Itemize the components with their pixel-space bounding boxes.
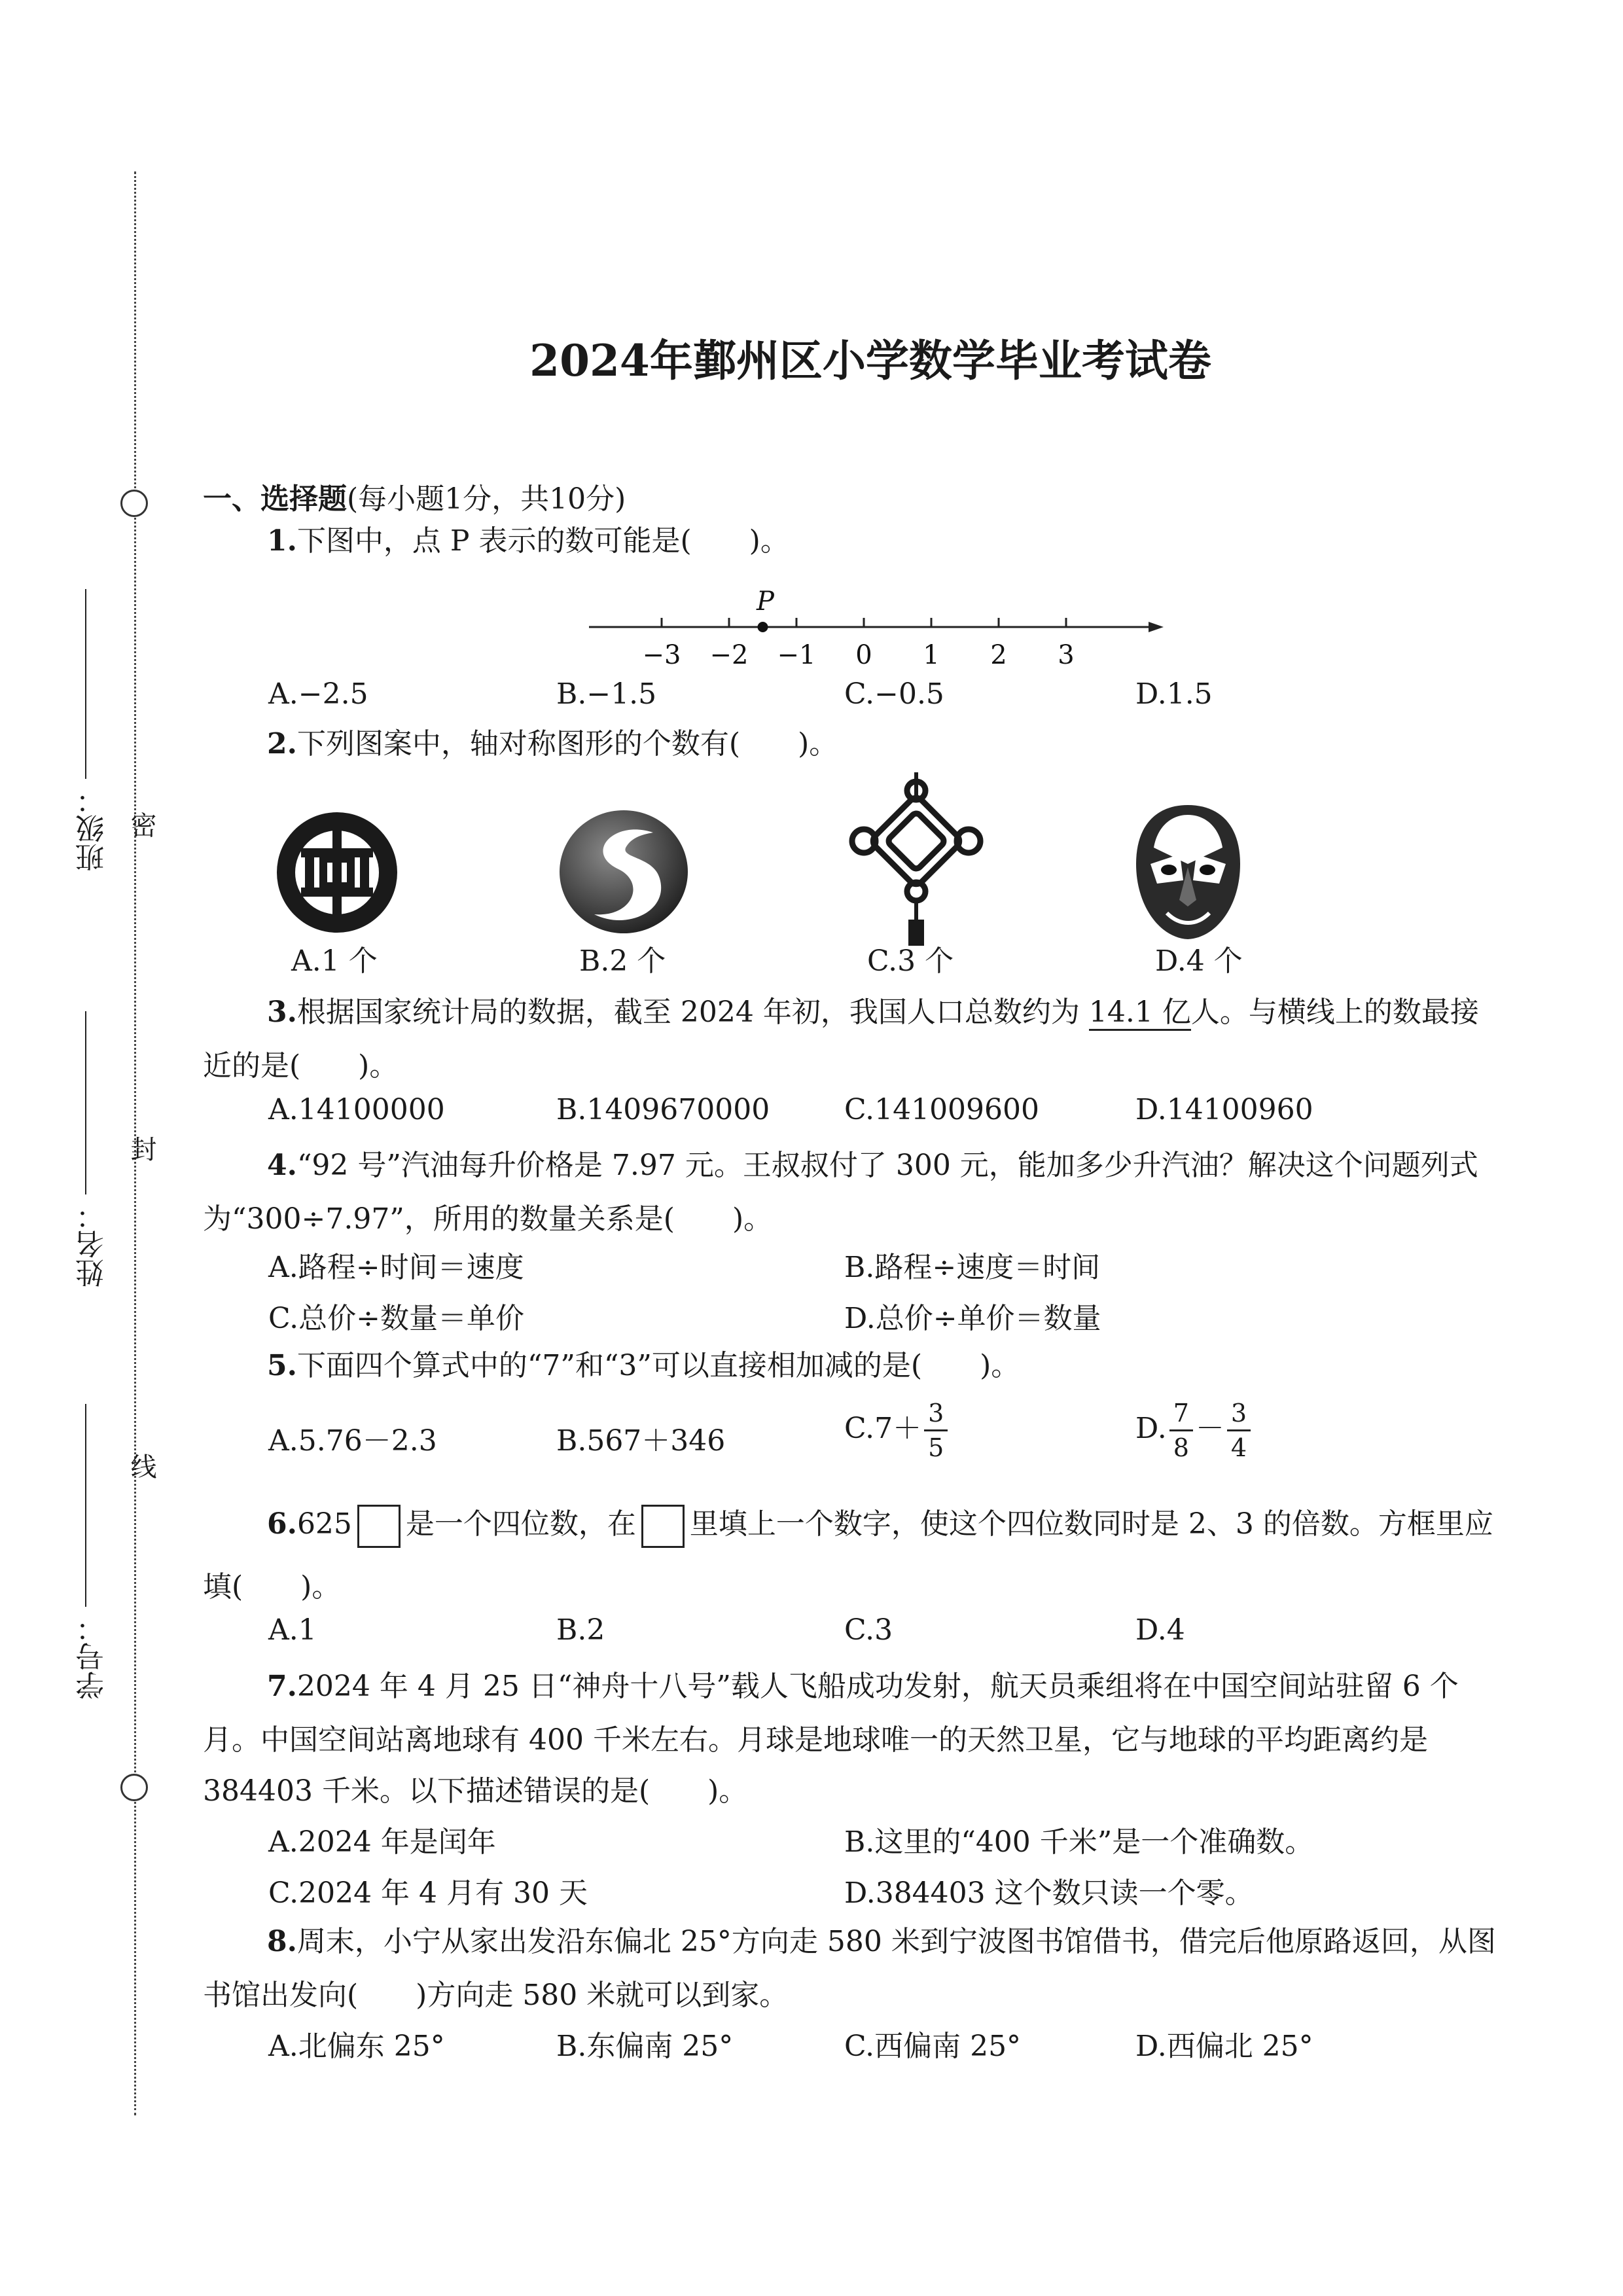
student-id-label: 学号： — [76, 1613, 109, 1700]
q2-text: 下列图案中，轴对称图形的个数有( )。 — [296, 727, 838, 761]
q1-number: 1. — [267, 524, 297, 558]
class-label: 班级： — [76, 785, 109, 872]
q5-d-operator: － — [1195, 1412, 1224, 1445]
number-line-tick-label: 1 — [923, 640, 940, 666]
number-line — [589, 568, 1165, 666]
q8-option-d[interactable]: D.西偏北 25° — [1135, 2030, 1313, 2063]
class-line[interactable] — [85, 589, 86, 779]
q2-number: 2. — [267, 727, 297, 761]
q5-d-fraction-2 — [1227, 1401, 1251, 1460]
q1-text: 下图中，点 P 表示的数可能是( )。 — [296, 524, 789, 558]
name-line[interactable] — [85, 1011, 86, 1194]
section-heading-note: (每小题1分，共10分) — [347, 482, 626, 516]
number-line-tick-label: −1 — [777, 640, 816, 666]
seal-char-mi: 密 — [126, 812, 156, 838]
q7-option-d[interactable]: D.384403 这个数只读一个零。 — [844, 1876, 1254, 1910]
question-5 — [267, 1342, 1020, 1390]
q2-option-c[interactable]: C.3 个 — [867, 944, 954, 978]
q6-answer-box-2[interactable] — [641, 1505, 685, 1548]
q8-text: 周末，小宁从家出发沿东偏北 25°方向走 580 米到宁波图书馆借书，借完后他原路返回，从图 — [296, 1925, 1496, 1958]
seal-char-xian: 线 — [126, 1453, 156, 1479]
q6-option-d[interactable]: D.4 — [1135, 1613, 1185, 1647]
q8-line-2: 书馆出发向( )方向走 580 米就可以到家。 — [203, 1979, 789, 2012]
q4-option-d[interactable]: D.总价÷单价＝数量 — [844, 1302, 1101, 1335]
question-4 — [267, 1141, 1478, 1190]
q7-option-b[interactable]: B.这里的“400 千米”是一个准确数。 — [844, 1825, 1314, 1859]
q1-option-d[interactable]: D.1.5 — [1135, 677, 1213, 711]
question-3 — [267, 988, 1479, 1037]
q5-text: 下面四个算式中的“7”和“3”可以直接相加减的是( )。 — [296, 1349, 1020, 1382]
q1-option-c[interactable]: C.−0.5 — [844, 677, 944, 711]
q3-line-2: 近的是( )。 — [203, 1049, 399, 1083]
q4-line-2: 为“300÷7.97”，所用的数量关系是( )。 — [203, 1202, 773, 1236]
q6-answer-box-1[interactable] — [357, 1505, 401, 1548]
q3-text-after: 人。与横线上的数最接 — [1190, 996, 1479, 1029]
q5-option-c-prefix: C.7＋ — [844, 1412, 922, 1445]
q7-number: 7. — [267, 1670, 297, 1703]
binding-hole-bottom — [120, 1774, 148, 1801]
q5-option-c[interactable] — [844, 1401, 950, 1460]
q6-option-a[interactable]: A.1 — [268, 1613, 317, 1647]
q5-option-d[interactable] — [1135, 1401, 1253, 1460]
seal-char-feng: 封 — [126, 1136, 156, 1162]
q5-number: 5. — [267, 1349, 297, 1382]
q8-option-b[interactable]: B.东偏南 25° — [556, 2030, 734, 2063]
q5-d-numerator-1: 7 — [1169, 1401, 1193, 1431]
q2-option-d[interactable]: D.4 个 — [1155, 944, 1243, 978]
q4-option-b[interactable]: B.路程÷速度＝时间 — [844, 1251, 1101, 1284]
q3-number: 3. — [267, 996, 297, 1029]
q6-option-c[interactable]: C.3 — [844, 1613, 893, 1647]
section-heading-title: 一、选择题 — [203, 482, 347, 516]
q8-option-a[interactable]: A.北偏东 25° — [268, 2030, 445, 2063]
student-id-line[interactable] — [85, 1404, 86, 1607]
binding-hole-top — [120, 490, 148, 517]
number-line-tick-label: 2 — [990, 640, 1007, 666]
number-line-tick-label: 3 — [1058, 640, 1075, 666]
q4-number: 4. — [267, 1149, 297, 1182]
q5-d-denominator-2: 4 — [1230, 1433, 1247, 1462]
q8-number: 8. — [267, 1925, 297, 1958]
q6-part-2: 是一个四位数，在 — [405, 1507, 636, 1541]
q5-d-numerator-2: 3 — [1227, 1401, 1251, 1431]
pattern-c-chinese-knot-icon — [844, 772, 988, 952]
pattern-b-swirl-sphere-icon — [555, 806, 692, 937]
question-8 — [267, 1918, 1496, 1966]
page-title: 2024年鄞州区小学数学毕业考试卷 — [529, 335, 1211, 386]
pattern-a-coin-logo-icon — [275, 810, 399, 935]
q6-option-b[interactable]: B.2 — [556, 1613, 605, 1647]
name-label: 姓名： — [76, 1201, 109, 1287]
number-line-tick-label: −2 — [709, 640, 749, 666]
q5-option-b[interactable]: B.567＋346 — [556, 1424, 726, 1458]
number-line-tick-label: 0 — [855, 640, 872, 666]
q3-underlined-number: 14.1 亿 — [1089, 996, 1191, 1031]
q3-option-c[interactable]: C.141009600 — [844, 1093, 1040, 1126]
q1-option-b[interactable]: B.−1.5 — [556, 677, 657, 711]
q3-option-a[interactable]: A.14100000 — [268, 1093, 445, 1126]
q3-option-d[interactable]: D.14100960 — [1135, 1093, 1313, 1126]
q4-option-c[interactable]: C.总价÷数量＝单价 — [268, 1302, 524, 1335]
number-line-tick-label: −3 — [642, 640, 681, 666]
q3-text-before: 根据国家统计局的数据，截至 2024 年初，我国人口总数约为 — [296, 996, 1089, 1029]
question-6 — [267, 1495, 1493, 1554]
q5-option-a[interactable]: A.5.76－2.3 — [268, 1424, 437, 1458]
q7-line-3: 384403 千米。以下描述错误的是( )。 — [203, 1774, 748, 1808]
pattern-d-opera-mask-icon — [1131, 802, 1245, 942]
q5-d-denominator-1: 8 — [1173, 1433, 1189, 1462]
point-p-label: P — [757, 586, 774, 617]
q1-option-a[interactable]: A.−2.5 — [268, 677, 368, 711]
section-heading — [203, 475, 626, 517]
q5-option-d-prefix: D. — [1135, 1412, 1167, 1445]
q7-text: 2024 年 4 月 25 日“神舟十八号”载人飞船成功发射，航天员乘组将在中国空间站驻留 6 个 — [296, 1670, 1459, 1703]
question-7 — [267, 1662, 1459, 1711]
q3-option-b[interactable]: B.1409670000 — [556, 1093, 770, 1126]
q4-option-a[interactable]: A.路程÷时间＝速度 — [268, 1251, 524, 1284]
q5-option-c-fraction — [924, 1401, 948, 1460]
number-line-arrow — [1149, 622, 1164, 632]
q6-number: 6. — [267, 1507, 297, 1541]
q5-d-fraction-1 — [1169, 1401, 1193, 1460]
q5-c-numerator: 3 — [924, 1401, 948, 1431]
question-1 — [267, 517, 789, 565]
q6-line-2: 填( )。 — [203, 1570, 341, 1604]
question-2 — [267, 720, 838, 768]
q4-text: “92 号”汽油每升价格是 7.97 元。王叔叔付了 300 元，能加多少升汽油？解决这个问题列式 — [296, 1149, 1478, 1182]
q7-line-2: 月。中国空间站离地球有 400 千米左右。月球是地球唯一的天然卫星，它与地球的平均距离约是 — [203, 1723, 1428, 1757]
q6-part-1: 625 — [296, 1507, 352, 1541]
q7-option-c[interactable]: C.2024 年 4 月有 30 天 — [268, 1876, 588, 1910]
q2-option-a[interactable]: A.1 个 — [291, 944, 378, 978]
q2-option-b[interactable]: B.2 个 — [579, 944, 666, 978]
point-p-marker — [758, 622, 768, 632]
q7-option-a[interactable]: A.2024 年是闰年 — [268, 1825, 496, 1859]
q6-part-3: 里填上一个数字，使这个四位数同时是 2、3 的倍数。方框里应 — [689, 1507, 1493, 1541]
q5-c-denominator: 5 — [928, 1433, 944, 1462]
q8-option-c[interactable]: C.西偏南 25° — [844, 2030, 1022, 2063]
